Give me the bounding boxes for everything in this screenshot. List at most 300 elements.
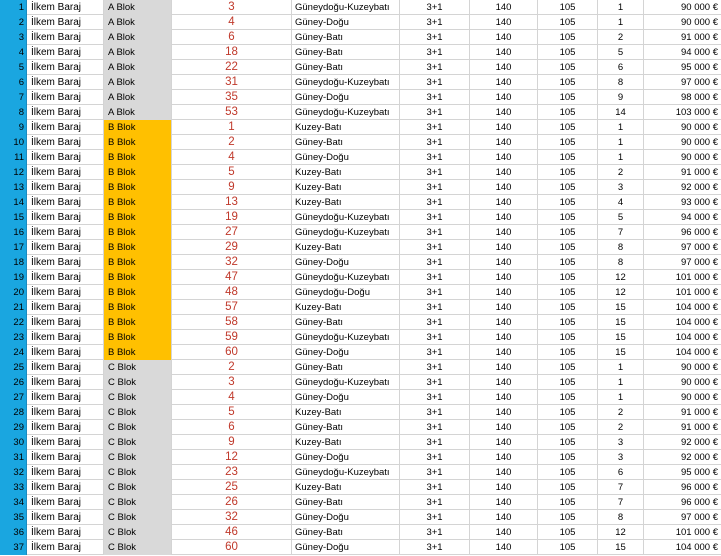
net-area-cell[interactable]: 105: [538, 165, 598, 180]
block-cell[interactable]: B Blok: [104, 210, 172, 225]
room-type-cell[interactable]: 3+1: [400, 435, 470, 450]
gross-area-cell[interactable]: 140: [470, 45, 538, 60]
room-type-cell[interactable]: 3+1: [400, 45, 470, 60]
floor-cell[interactable]: 2: [598, 420, 644, 435]
table-row[interactable]: [0, 345, 721, 360]
room-type-cell[interactable]: 3+1: [400, 150, 470, 165]
table-row[interactable]: [0, 45, 721, 60]
row-number-cell[interactable]: 20: [0, 285, 27, 300]
floor-cell[interactable]: 15: [598, 345, 644, 360]
block-cell[interactable]: B Blok: [104, 300, 172, 315]
table-row[interactable]: [0, 0, 721, 15]
row-number-cell[interactable]: 9: [0, 120, 27, 135]
floor-cell[interactable]: 8: [598, 75, 644, 90]
net-area-cell[interactable]: 105: [538, 495, 598, 510]
gross-area-cell[interactable]: 140: [470, 180, 538, 195]
project-cell[interactable]: İlkem Baraj: [27, 345, 104, 360]
net-area-cell[interactable]: 105: [538, 180, 598, 195]
direction-cell[interactable]: Güney-Doğu: [292, 510, 400, 525]
project-cell[interactable]: İlkem Baraj: [27, 180, 104, 195]
room-type-cell[interactable]: 3+1: [400, 480, 470, 495]
price-cell[interactable]: 98 000 €: [681, 92, 718, 103]
room-type-cell[interactable]: 3+1: [400, 210, 470, 225]
row-number-cell[interactable]: 15: [0, 210, 27, 225]
direction-cell[interactable]: Güneydoğu-Kuzeybatı: [292, 0, 400, 15]
block-cell[interactable]: C Blok: [104, 420, 172, 435]
price-cell[interactable]: 96 000 €: [681, 497, 718, 508]
table-row[interactable]: [0, 15, 721, 30]
net-area-cell[interactable]: 105: [538, 225, 598, 240]
project-cell[interactable]: İlkem Baraj: [27, 60, 104, 75]
gross-area-cell[interactable]: 140: [470, 375, 538, 390]
net-area-cell[interactable]: 105: [538, 135, 598, 150]
gross-area-cell[interactable]: 140: [470, 390, 538, 405]
table-row[interactable]: [0, 165, 721, 180]
row-number-cell[interactable]: 32: [0, 465, 27, 480]
unit-number-cell[interactable]: 6: [172, 30, 292, 45]
direction-cell[interactable]: Güney-Batı: [292, 45, 400, 60]
block-cell[interactable]: C Blok: [104, 390, 172, 405]
direction-cell[interactable]: Güneydoğu-Kuzeybatı: [292, 330, 400, 345]
direction-cell[interactable]: Güneydoğu-Kuzeybatı: [292, 465, 400, 480]
row-number-cell[interactable]: 26: [0, 375, 27, 390]
row-number-cell[interactable]: 33: [0, 480, 27, 495]
floor-cell[interactable]: 15: [598, 540, 644, 555]
project-cell[interactable]: İlkem Baraj: [27, 105, 104, 120]
row-number-cell[interactable]: 21: [0, 300, 27, 315]
project-cell[interactable]: İlkem Baraj: [27, 315, 104, 330]
net-area-cell[interactable]: 105: [538, 15, 598, 30]
direction-cell[interactable]: Kuzey-Batı: [292, 165, 400, 180]
project-cell[interactable]: İlkem Baraj: [27, 285, 104, 300]
table-row[interactable]: [0, 210, 721, 225]
gross-area-cell[interactable]: 140: [470, 330, 538, 345]
gross-area-cell[interactable]: 140: [470, 345, 538, 360]
gross-area-cell[interactable]: 140: [470, 165, 538, 180]
row-number-cell[interactable]: 25: [0, 360, 27, 375]
block-cell[interactable]: B Blok: [104, 345, 172, 360]
unit-number-cell[interactable]: 59: [172, 330, 292, 345]
project-cell[interactable]: İlkem Baraj: [27, 120, 104, 135]
row-number-cell[interactable]: 12: [0, 165, 27, 180]
direction-cell[interactable]: Güneydoğu-Kuzeybatı: [292, 270, 400, 285]
unit-number-cell[interactable]: 6: [172, 420, 292, 435]
table-row[interactable]: [0, 300, 721, 315]
net-area-cell[interactable]: 105: [538, 420, 598, 435]
unit-number-cell[interactable]: 12: [172, 450, 292, 465]
room-type-cell[interactable]: 3+1: [400, 75, 470, 90]
unit-number-cell[interactable]: 25: [172, 480, 292, 495]
table-row[interactable]: [0, 315, 721, 330]
price-cell[interactable]: 94 000 €: [681, 47, 718, 58]
gross-area-cell[interactable]: 140: [470, 150, 538, 165]
price-cell[interactable]: 104 000 €: [675, 302, 718, 313]
net-area-cell[interactable]: 105: [538, 315, 598, 330]
unit-number-cell[interactable]: 53: [172, 105, 292, 120]
floor-cell[interactable]: 12: [598, 285, 644, 300]
direction-cell[interactable]: Güney-Doğu: [292, 345, 400, 360]
floor-cell[interactable]: 1: [598, 135, 644, 150]
price-cell[interactable]: 90 000 €: [681, 122, 718, 133]
room-type-cell[interactable]: 3+1: [400, 90, 470, 105]
block-cell[interactable]: A Blok: [104, 60, 172, 75]
net-area-cell[interactable]: 105: [538, 105, 598, 120]
block-cell[interactable]: A Blok: [104, 90, 172, 105]
table-row[interactable]: [0, 375, 721, 390]
table-row[interactable]: [0, 90, 721, 105]
direction-cell[interactable]: Güneydoğu-Kuzeybatı: [292, 75, 400, 90]
net-area-cell[interactable]: 105: [538, 270, 598, 285]
row-number-cell[interactable]: 23: [0, 330, 27, 345]
direction-cell[interactable]: Güney-Doğu: [292, 390, 400, 405]
room-type-cell[interactable]: 3+1: [400, 330, 470, 345]
unit-number-cell[interactable]: 27: [172, 225, 292, 240]
room-type-cell[interactable]: 3+1: [400, 15, 470, 30]
gross-area-cell[interactable]: 140: [470, 135, 538, 150]
floor-cell[interactable]: 2: [598, 165, 644, 180]
price-cell[interactable]: 91 000 €: [681, 167, 718, 178]
room-type-cell[interactable]: 3+1: [400, 285, 470, 300]
project-cell[interactable]: İlkem Baraj: [27, 465, 104, 480]
floor-cell[interactable]: 1: [598, 120, 644, 135]
project-cell[interactable]: İlkem Baraj: [27, 480, 104, 495]
floor-cell[interactable]: 15: [598, 315, 644, 330]
direction-cell[interactable]: Güney-Batı: [292, 525, 400, 540]
direction-cell[interactable]: Güney-Doğu: [292, 150, 400, 165]
floor-cell[interactable]: 3: [598, 450, 644, 465]
floor-cell[interactable]: 3: [598, 435, 644, 450]
table-row[interactable]: [0, 525, 721, 540]
gross-area-cell[interactable]: 140: [470, 405, 538, 420]
direction-cell[interactable]: Güneydoğu-Kuzeybatı: [292, 210, 400, 225]
project-cell[interactable]: İlkem Baraj: [27, 150, 104, 165]
row-number-cell[interactable]: 28: [0, 405, 27, 420]
project-cell[interactable]: İlkem Baraj: [27, 240, 104, 255]
unit-number-cell[interactable]: 47: [172, 270, 292, 285]
room-type-cell[interactable]: 3+1: [400, 525, 470, 540]
unit-number-cell[interactable]: 31: [172, 75, 292, 90]
net-area-cell[interactable]: 105: [538, 285, 598, 300]
unit-number-cell[interactable]: 58: [172, 315, 292, 330]
room-type-cell[interactable]: 3+1: [400, 270, 470, 285]
unit-number-cell[interactable]: 29: [172, 240, 292, 255]
floor-cell[interactable]: 7: [598, 480, 644, 495]
price-cell[interactable]: 93 000 €: [681, 197, 718, 208]
floor-cell[interactable]: 6: [598, 60, 644, 75]
block-cell[interactable]: B Blok: [104, 240, 172, 255]
gross-area-cell[interactable]: 140: [470, 210, 538, 225]
project-cell[interactable]: İlkem Baraj: [27, 0, 104, 15]
direction-cell[interactable]: Güneydoğu-Kuzeybatı: [292, 105, 400, 120]
gross-area-cell[interactable]: 140: [470, 540, 538, 555]
floor-cell[interactable]: 3: [598, 180, 644, 195]
room-type-cell[interactable]: 3+1: [400, 120, 470, 135]
room-type-cell[interactable]: 3+1: [400, 345, 470, 360]
project-cell[interactable]: İlkem Baraj: [27, 75, 104, 90]
unit-number-cell[interactable]: 1: [172, 120, 292, 135]
project-cell[interactable]: İlkem Baraj: [27, 30, 104, 45]
net-area-cell[interactable]: 105: [538, 465, 598, 480]
row-number-cell[interactable]: 3: [0, 30, 27, 45]
direction-cell[interactable]: Güney-Doğu: [292, 90, 400, 105]
price-cell[interactable]: 90 000 €: [681, 377, 718, 388]
room-type-cell[interactable]: 3+1: [400, 30, 470, 45]
table-row[interactable]: [0, 420, 721, 435]
price-cell[interactable]: 97 000 €: [681, 242, 718, 253]
unit-number-cell[interactable]: 2: [172, 360, 292, 375]
price-cell[interactable]: 95 000 €: [681, 467, 718, 478]
floor-cell[interactable]: 8: [598, 240, 644, 255]
direction-cell[interactable]: Kuzey-Batı: [292, 120, 400, 135]
direction-cell[interactable]: Güney-Batı: [292, 30, 400, 45]
table-row[interactable]: [0, 465, 721, 480]
net-area-cell[interactable]: 105: [538, 255, 598, 270]
gross-area-cell[interactable]: 140: [470, 225, 538, 240]
row-number-cell[interactable]: 5: [0, 60, 27, 75]
gross-area-cell[interactable]: 140: [470, 255, 538, 270]
block-cell[interactable]: B Blok: [104, 150, 172, 165]
direction-cell[interactable]: Kuzey-Batı: [292, 240, 400, 255]
table-row[interactable]: [0, 240, 721, 255]
block-cell[interactable]: B Blok: [104, 195, 172, 210]
unit-number-cell[interactable]: 19: [172, 210, 292, 225]
room-type-cell[interactable]: 3+1: [400, 510, 470, 525]
table-row[interactable]: [0, 480, 721, 495]
gross-area-cell[interactable]: 140: [470, 300, 538, 315]
direction-cell[interactable]: Kuzey-Batı: [292, 405, 400, 420]
table-row[interactable]: [0, 330, 721, 345]
row-number-cell[interactable]: 29: [0, 420, 27, 435]
unit-number-cell[interactable]: 9: [172, 180, 292, 195]
project-cell[interactable]: İlkem Baraj: [27, 255, 104, 270]
net-area-cell[interactable]: 105: [538, 345, 598, 360]
room-type-cell[interactable]: 3+1: [400, 450, 470, 465]
row-number-cell[interactable]: 2: [0, 15, 27, 30]
price-cell[interactable]: 96 000 €: [681, 227, 718, 238]
unit-number-cell[interactable]: 4: [172, 15, 292, 30]
gross-area-cell[interactable]: 140: [470, 60, 538, 75]
price-cell[interactable]: 97 000 €: [681, 512, 718, 523]
unit-number-cell[interactable]: 2: [172, 135, 292, 150]
block-cell[interactable]: B Blok: [104, 270, 172, 285]
direction-cell[interactable]: Güney-Batı: [292, 360, 400, 375]
row-number-cell[interactable]: 37: [0, 540, 27, 555]
price-cell[interactable]: 103 000 €: [675, 107, 718, 118]
price-cell[interactable]: 104 000 €: [675, 317, 718, 328]
floor-cell[interactable]: 2: [598, 405, 644, 420]
direction-cell[interactable]: Kuzey-Batı: [292, 195, 400, 210]
block-cell[interactable]: C Blok: [104, 510, 172, 525]
project-cell[interactable]: İlkem Baraj: [27, 45, 104, 60]
net-area-cell[interactable]: 105: [538, 60, 598, 75]
unit-number-cell[interactable]: 5: [172, 405, 292, 420]
room-type-cell[interactable]: 3+1: [400, 375, 470, 390]
net-area-cell[interactable]: 105: [538, 510, 598, 525]
unit-number-cell[interactable]: 23: [172, 465, 292, 480]
room-type-cell[interactable]: 3+1: [400, 390, 470, 405]
direction-cell[interactable]: Güney-Batı: [292, 315, 400, 330]
table-row[interactable]: [0, 540, 721, 555]
unit-number-cell[interactable]: 48: [172, 285, 292, 300]
floor-cell[interactable]: 1: [598, 390, 644, 405]
table-row[interactable]: [0, 180, 721, 195]
block-cell[interactable]: B Blok: [104, 135, 172, 150]
floor-cell[interactable]: 7: [598, 495, 644, 510]
unit-number-cell[interactable]: 9: [172, 435, 292, 450]
project-cell[interactable]: İlkem Baraj: [27, 510, 104, 525]
room-type-cell[interactable]: 3+1: [400, 255, 470, 270]
row-number-cell[interactable]: 22: [0, 315, 27, 330]
project-cell[interactable]: İlkem Baraj: [27, 420, 104, 435]
unit-number-cell[interactable]: 22: [172, 60, 292, 75]
unit-number-cell[interactable]: 26: [172, 495, 292, 510]
price-cell[interactable]: 90 000 €: [681, 392, 718, 403]
price-cell[interactable]: 104 000 €: [675, 542, 718, 553]
gross-area-cell[interactable]: 140: [470, 195, 538, 210]
room-type-cell[interactable]: 3+1: [400, 0, 470, 15]
project-cell[interactable]: İlkem Baraj: [27, 540, 104, 555]
unit-number-cell[interactable]: 5: [172, 165, 292, 180]
room-type-cell[interactable]: 3+1: [400, 540, 470, 555]
direction-cell[interactable]: Güney-Doğu: [292, 450, 400, 465]
row-number-cell[interactable]: 1: [0, 0, 27, 15]
row-number-cell[interactable]: 24: [0, 345, 27, 360]
block-cell[interactable]: C Blok: [104, 495, 172, 510]
floor-cell[interactable]: 9: [598, 90, 644, 105]
net-area-cell[interactable]: 105: [538, 30, 598, 45]
block-cell[interactable]: B Blok: [104, 255, 172, 270]
row-number-cell[interactable]: 35: [0, 510, 27, 525]
gross-area-cell[interactable]: 140: [470, 465, 538, 480]
net-area-cell[interactable]: 105: [538, 45, 598, 60]
room-type-cell[interactable]: 3+1: [400, 180, 470, 195]
block-cell[interactable]: A Blok: [104, 0, 172, 15]
floor-cell[interactable]: 1: [598, 375, 644, 390]
project-cell[interactable]: İlkem Baraj: [27, 375, 104, 390]
floor-cell[interactable]: 8: [598, 255, 644, 270]
direction-cell[interactable]: Güney-Doğu: [292, 15, 400, 30]
row-number-cell[interactable]: 19: [0, 270, 27, 285]
unit-number-cell[interactable]: 4: [172, 390, 292, 405]
net-area-cell[interactable]: 105: [538, 195, 598, 210]
row-number-cell[interactable]: 7: [0, 90, 27, 105]
price-cell[interactable]: 90 000 €: [681, 362, 718, 373]
row-number-cell[interactable]: 8: [0, 105, 27, 120]
gross-area-cell[interactable]: 140: [470, 15, 538, 30]
block-cell[interactable]: C Blok: [104, 405, 172, 420]
price-cell[interactable]: 94 000 €: [681, 212, 718, 223]
price-cell[interactable]: 101 000 €: [675, 527, 718, 538]
gross-area-cell[interactable]: 140: [470, 270, 538, 285]
project-cell[interactable]: İlkem Baraj: [27, 495, 104, 510]
net-area-cell[interactable]: 105: [538, 210, 598, 225]
table-row[interactable]: [0, 60, 721, 75]
floor-cell[interactable]: 15: [598, 300, 644, 315]
table-row[interactable]: [0, 120, 721, 135]
row-number-cell[interactable]: 17: [0, 240, 27, 255]
block-cell[interactable]: A Blok: [104, 45, 172, 60]
row-number-cell[interactable]: 11: [0, 150, 27, 165]
net-area-cell[interactable]: 105: [538, 0, 598, 15]
block-cell[interactable]: A Blok: [104, 75, 172, 90]
gross-area-cell[interactable]: 140: [470, 315, 538, 330]
block-cell[interactable]: B Blok: [104, 120, 172, 135]
price-cell[interactable]: 92 000 €: [681, 182, 718, 193]
floor-cell[interactable]: 2: [598, 30, 644, 45]
project-cell[interactable]: İlkem Baraj: [27, 450, 104, 465]
table-row[interactable]: [0, 495, 721, 510]
project-cell[interactable]: İlkem Baraj: [27, 225, 104, 240]
project-cell[interactable]: İlkem Baraj: [27, 405, 104, 420]
project-cell[interactable]: İlkem Baraj: [27, 525, 104, 540]
floor-cell[interactable]: 12: [598, 270, 644, 285]
block-cell[interactable]: A Blok: [104, 15, 172, 30]
room-type-cell[interactable]: 3+1: [400, 315, 470, 330]
project-cell[interactable]: İlkem Baraj: [27, 90, 104, 105]
table-row[interactable]: [0, 450, 721, 465]
price-cell[interactable]: 97 000 €: [681, 77, 718, 88]
project-cell[interactable]: İlkem Baraj: [27, 195, 104, 210]
net-area-cell[interactable]: 105: [538, 300, 598, 315]
price-cell[interactable]: 97 000 €: [681, 257, 718, 268]
net-area-cell[interactable]: 105: [538, 390, 598, 405]
net-area-cell[interactable]: 105: [538, 435, 598, 450]
price-cell[interactable]: 104 000 €: [675, 347, 718, 358]
unit-number-cell[interactable]: 13: [172, 195, 292, 210]
floor-cell[interactable]: 1: [598, 0, 644, 15]
row-number-cell[interactable]: 13: [0, 180, 27, 195]
price-cell[interactable]: 101 000 €: [675, 287, 718, 298]
net-area-cell[interactable]: 105: [538, 120, 598, 135]
block-cell[interactable]: A Blok: [104, 105, 172, 120]
gross-area-cell[interactable]: 140: [470, 480, 538, 495]
direction-cell[interactable]: Güney-Batı: [292, 495, 400, 510]
unit-number-cell[interactable]: 35: [172, 90, 292, 105]
table-row[interactable]: [0, 360, 721, 375]
gross-area-cell[interactable]: 140: [470, 360, 538, 375]
table-row[interactable]: [0, 390, 721, 405]
room-type-cell[interactable]: 3+1: [400, 360, 470, 375]
table-row[interactable]: [0, 435, 721, 450]
gross-area-cell[interactable]: 140: [470, 105, 538, 120]
project-cell[interactable]: İlkem Baraj: [27, 390, 104, 405]
gross-area-cell[interactable]: 140: [470, 525, 538, 540]
direction-cell[interactable]: Güney-Doğu: [292, 255, 400, 270]
table-row[interactable]: [0, 270, 721, 285]
gross-area-cell[interactable]: 140: [470, 30, 538, 45]
price-cell[interactable]: 90 000 €: [681, 17, 718, 28]
gross-area-cell[interactable]: 140: [470, 285, 538, 300]
room-type-cell[interactable]: 3+1: [400, 465, 470, 480]
direction-cell[interactable]: Güneydoğu-Kuzeybatı: [292, 225, 400, 240]
table-row[interactable]: [0, 510, 721, 525]
gross-area-cell[interactable]: 140: [470, 510, 538, 525]
table-row[interactable]: [0, 150, 721, 165]
room-type-cell[interactable]: 3+1: [400, 300, 470, 315]
room-type-cell[interactable]: 3+1: [400, 495, 470, 510]
floor-cell[interactable]: 5: [598, 210, 644, 225]
row-number-cell[interactable]: 27: [0, 390, 27, 405]
floor-cell[interactable]: 1: [598, 150, 644, 165]
floor-cell[interactable]: 7: [598, 225, 644, 240]
unit-number-cell[interactable]: 32: [172, 510, 292, 525]
unit-number-cell[interactable]: 60: [172, 345, 292, 360]
net-area-cell[interactable]: 105: [538, 525, 598, 540]
room-type-cell[interactable]: 3+1: [400, 225, 470, 240]
price-cell[interactable]: 91 000 €: [681, 32, 718, 43]
block-cell[interactable]: C Blok: [104, 465, 172, 480]
project-cell[interactable]: İlkem Baraj: [27, 135, 104, 150]
